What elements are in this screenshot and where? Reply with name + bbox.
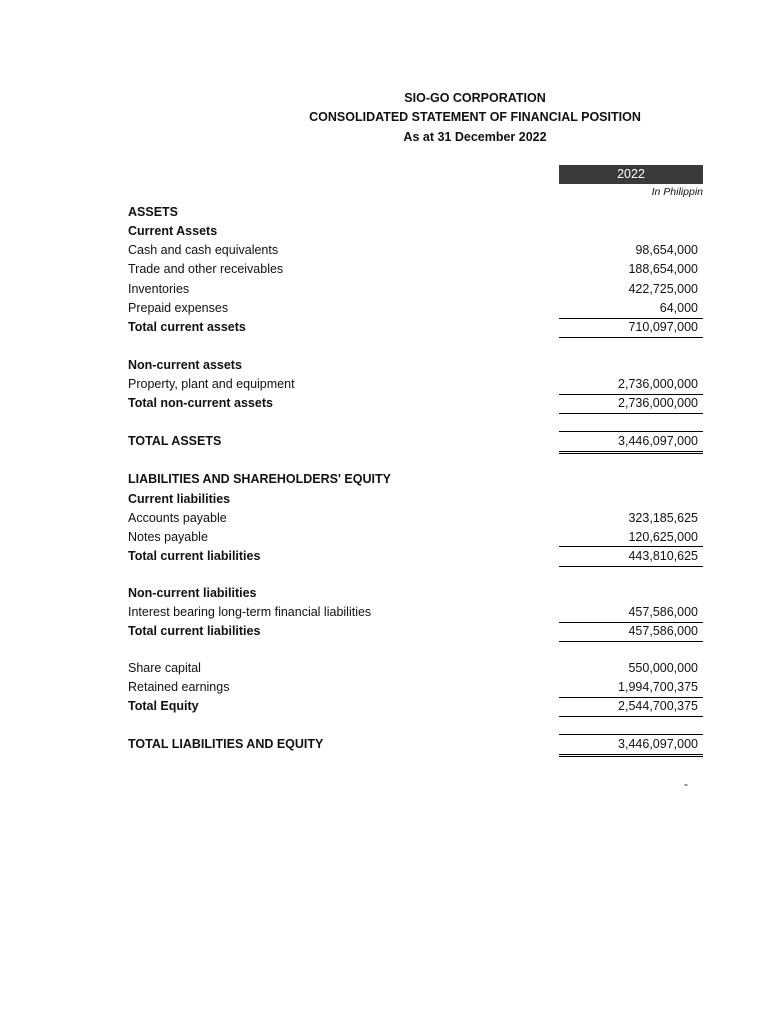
total-liab-equity-amount: 3,446,097,000 xyxy=(618,737,698,751)
current-assets-heading-row xyxy=(0,222,768,241)
line-item-amount: 64,000 xyxy=(659,301,698,315)
assets-heading: ASSETS xyxy=(128,205,179,219)
line-item-label: Inventories xyxy=(128,282,190,296)
year-column-header: 2022 xyxy=(559,165,703,184)
total-amount: 2,544,700,375 xyxy=(618,699,698,713)
line-item-row xyxy=(0,678,768,697)
current-liab-heading-row xyxy=(0,490,768,509)
line-item-label: Notes payable xyxy=(128,530,208,544)
line-item-label: Trade and other receivables xyxy=(128,262,284,276)
total-amount: 443,810,625 xyxy=(628,549,698,563)
total-row xyxy=(0,394,768,413)
total-row xyxy=(0,547,768,566)
company-name: SIO-GO CORPORATION xyxy=(404,91,546,105)
total-assets-amount: 3,446,097,000 xyxy=(618,434,698,448)
total-rule xyxy=(559,716,703,717)
double-rule-upper xyxy=(559,451,703,452)
total-amount: 457,586,000 xyxy=(628,624,698,638)
grand-total-row xyxy=(0,432,768,451)
line-item-amount: 457,586,000 xyxy=(628,605,698,619)
line-item-row xyxy=(0,659,768,678)
total-row xyxy=(0,318,768,337)
total-rule xyxy=(559,566,703,567)
double-rule-lower xyxy=(559,756,703,757)
line-item-amount: 98,654,000 xyxy=(635,243,698,257)
line-item-row xyxy=(0,509,768,528)
line-item-amount: 422,725,000 xyxy=(628,282,698,296)
statement-date: As at 31 December 2022 xyxy=(403,130,547,144)
line-item-amount: 550,000,000 xyxy=(628,661,698,675)
currency-unit-note: In Philippin xyxy=(651,186,703,198)
total-label: Total Equity xyxy=(128,699,199,713)
total-rule xyxy=(559,337,703,338)
current-assets-heading: Current Assets xyxy=(128,224,218,238)
line-item-amount: 1,994,700,375 xyxy=(618,680,698,694)
line-item-row xyxy=(0,375,768,394)
noncurrent-assets-heading-row xyxy=(0,356,768,375)
current-liab-heading: Current liabilities xyxy=(128,492,231,506)
line-item-label: Share capital xyxy=(128,661,201,675)
liab-equity-heading-row xyxy=(0,470,768,489)
grand-total-row xyxy=(0,735,768,754)
double-rule-upper xyxy=(559,754,703,755)
line-item-row xyxy=(0,528,768,547)
total-label: Total current assets xyxy=(128,320,246,334)
double-rule-lower xyxy=(559,453,703,454)
line-item-label: Cash and cash equivalents xyxy=(128,243,279,257)
total-liab-equity-label: TOTAL LIABILITIES AND EQUITY xyxy=(128,737,324,751)
footer-dash: - xyxy=(684,777,688,791)
noncurrent-liab-heading: Non-current liabilities xyxy=(128,586,257,600)
liab-equity-heading: LIABILITIES AND SHAREHOLDERS' EQUITY xyxy=(128,472,391,486)
line-item-label: Property, plant and equipment xyxy=(128,377,295,391)
line-item-label: Interest bearing long-term financial liabilities xyxy=(128,605,372,619)
line-item-label: Accounts payable xyxy=(128,511,227,525)
noncurrent-liab-heading-row xyxy=(0,584,768,603)
line-item-amount: 2,736,000,000 xyxy=(618,377,698,391)
total-label: Total non-current assets xyxy=(128,396,273,410)
total-row xyxy=(0,622,768,641)
total-assets-label: TOTAL ASSETS xyxy=(128,434,222,448)
line-item-row xyxy=(0,241,768,260)
total-amount: 2,736,000,000 xyxy=(618,396,698,410)
line-item-amount: 120,625,000 xyxy=(628,530,698,544)
line-item-row xyxy=(0,280,768,299)
statement-title: CONSOLIDATED STATEMENT OF FINANCIAL POSITION xyxy=(309,110,641,124)
total-row xyxy=(0,697,768,716)
line-item-label: Retained earnings xyxy=(128,680,230,694)
total-rule xyxy=(559,641,703,642)
total-amount: 710,097,000 xyxy=(628,320,698,334)
line-item-amount: 323,185,625 xyxy=(628,511,698,525)
line-item-row xyxy=(0,603,768,622)
total-label: Total current liabilities xyxy=(128,549,261,563)
line-item-row xyxy=(0,299,768,318)
noncurrent-assets-heading: Non-current assets xyxy=(128,358,242,372)
line-item-row xyxy=(0,260,768,279)
total-label: Total current liabilities xyxy=(128,624,261,638)
assets-heading-row xyxy=(0,203,768,222)
line-item-amount: 188,654,000 xyxy=(628,262,698,276)
total-rule xyxy=(559,413,703,414)
line-item-label: Prepaid expenses xyxy=(128,301,229,315)
